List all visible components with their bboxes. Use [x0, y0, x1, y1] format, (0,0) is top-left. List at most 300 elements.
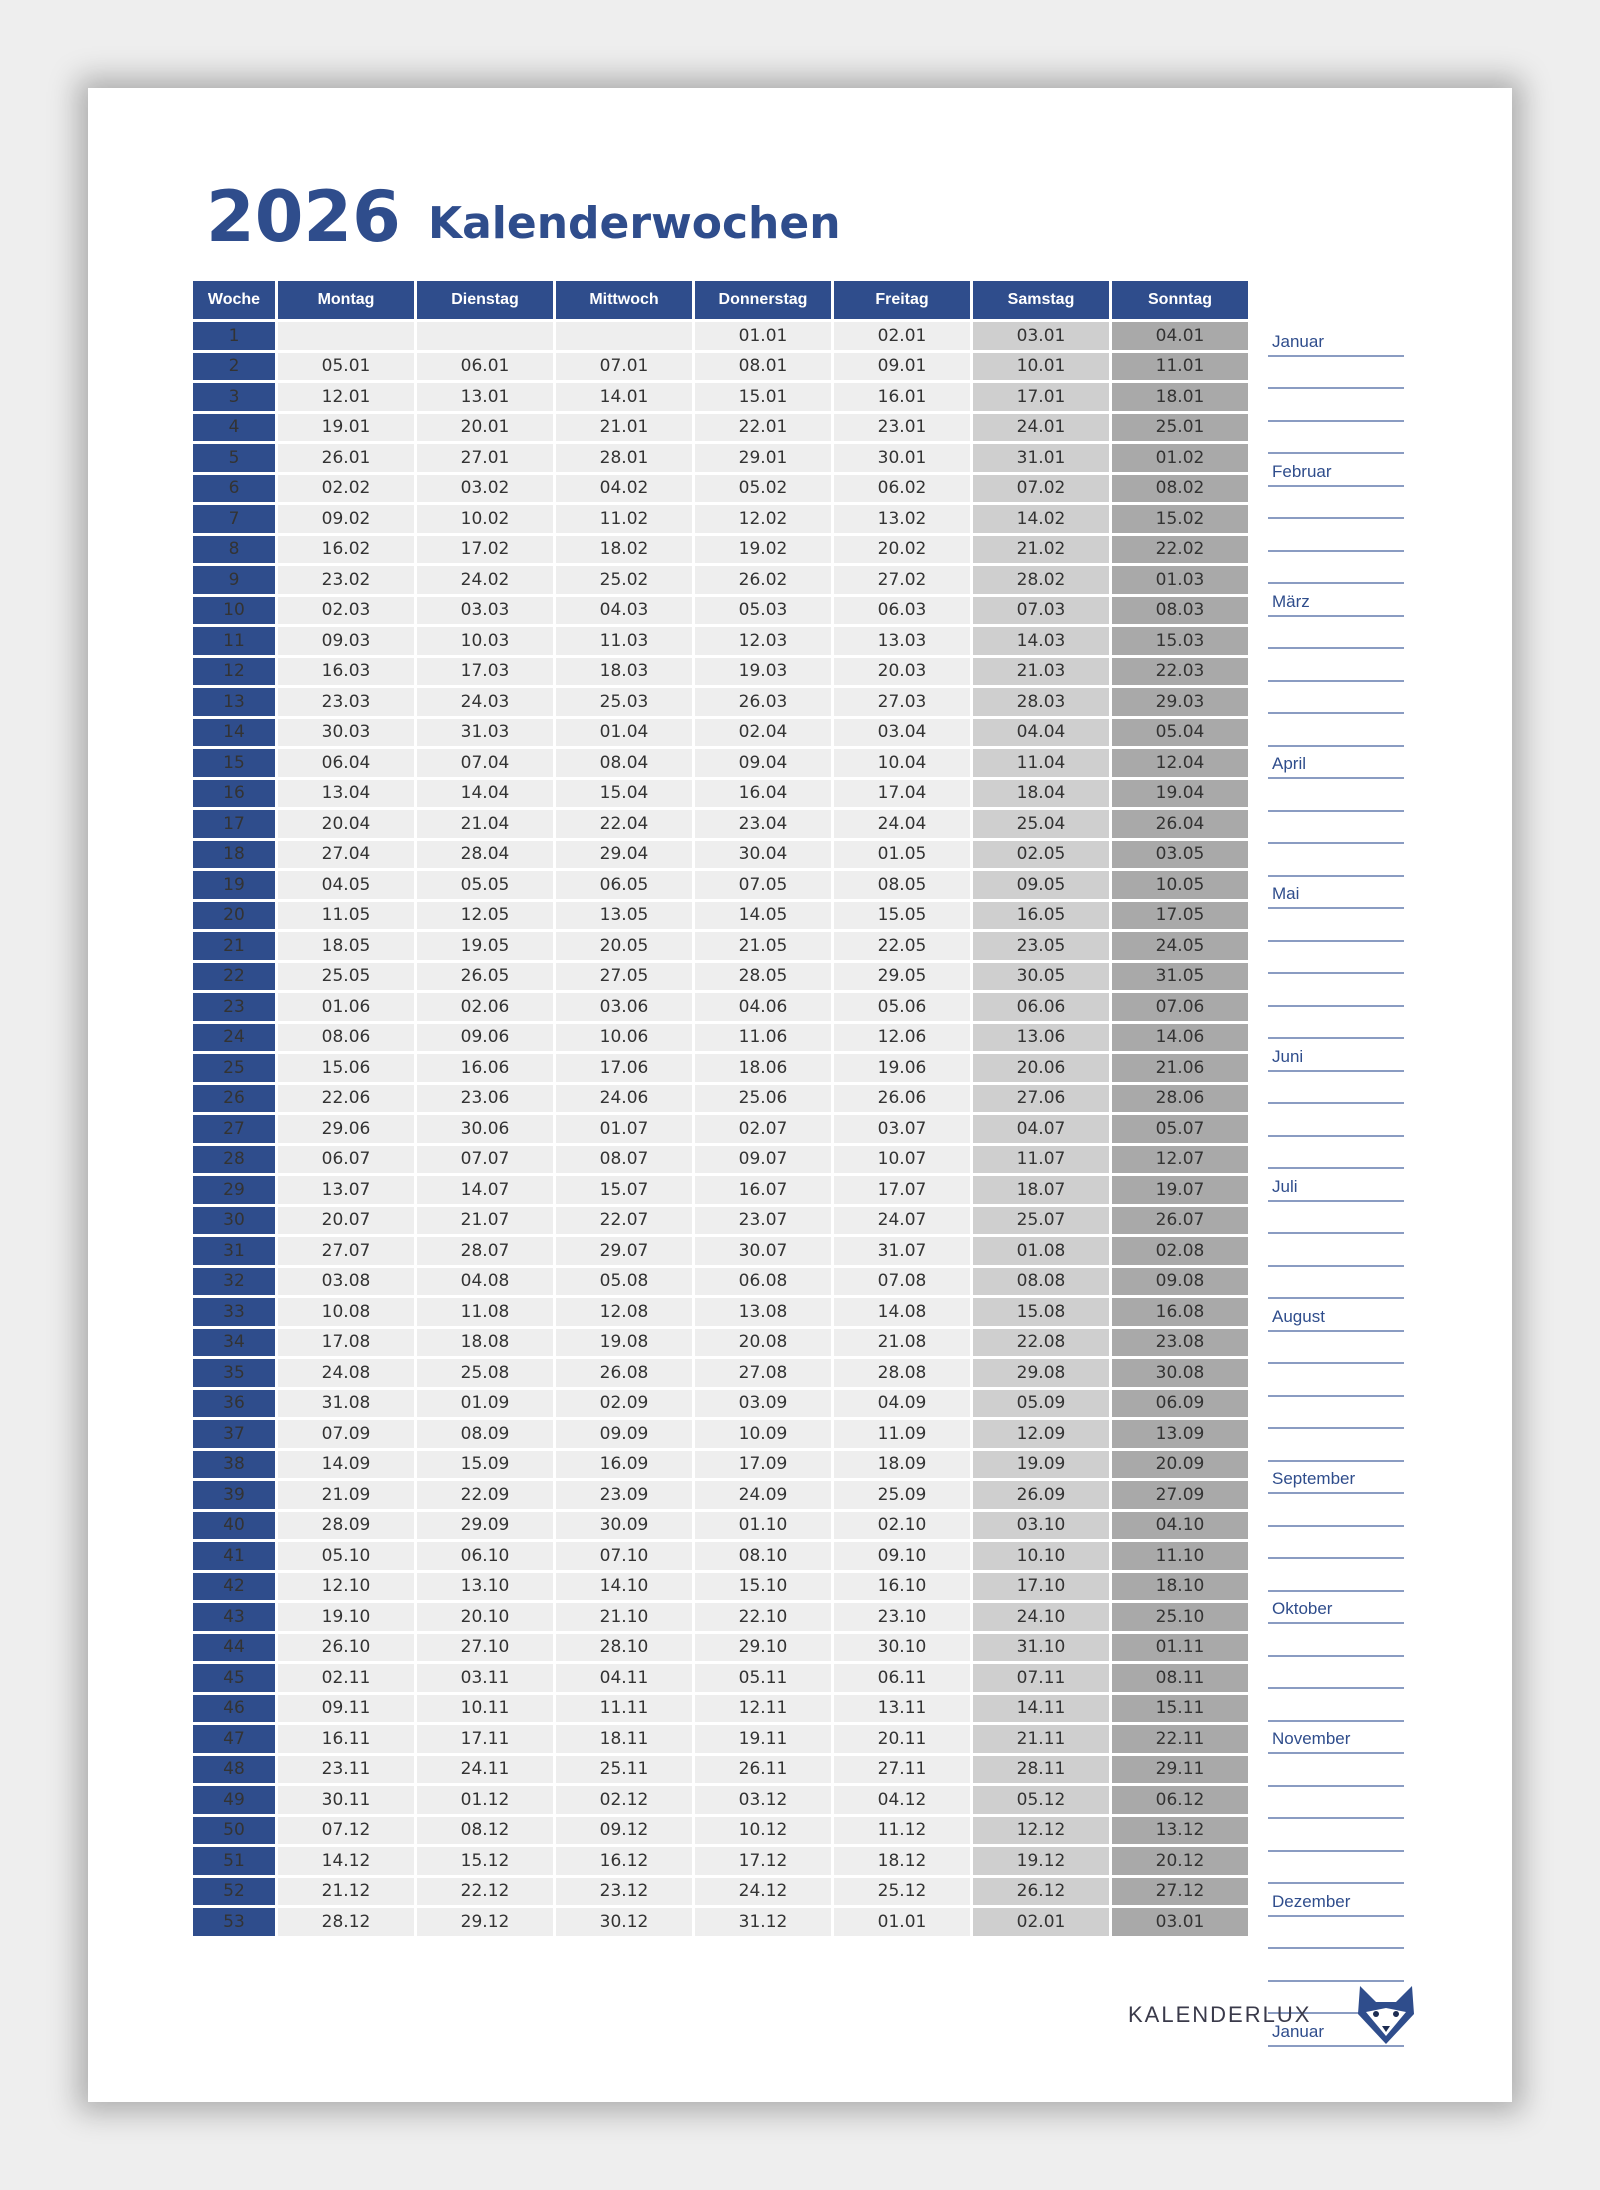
date-cell: 04.08: [417, 1268, 553, 1296]
week-number-cell: 15: [193, 749, 275, 777]
note-line: [1268, 1397, 1404, 1430]
date-cell: 30.11: [278, 1786, 414, 1814]
date-cell: 08.07: [556, 1146, 692, 1174]
date-cell: 21.10: [556, 1603, 692, 1631]
note-line: [1268, 779, 1404, 812]
date-cell: 13.04: [278, 780, 414, 808]
date-cell: 12.04: [1112, 749, 1248, 777]
table-row: [193, 1085, 1248, 1113]
table-row: [193, 1573, 1248, 1601]
date-cell: 26.03: [695, 688, 831, 716]
table-row: [193, 780, 1248, 808]
note-line: [1268, 1819, 1404, 1852]
week-number-cell: 48: [193, 1756, 275, 1784]
date-cell: 31.10: [973, 1634, 1109, 1662]
date-cell: 27.08: [695, 1359, 831, 1387]
date-cell: 01.05: [834, 841, 970, 869]
date-cell: 01.02: [1112, 444, 1248, 472]
date-cell: 20.08: [695, 1329, 831, 1357]
note-line: [1268, 1559, 1404, 1592]
date-cell: 07.06: [1112, 993, 1248, 1021]
table-row: [193, 1054, 1248, 1082]
date-cell: 10.11: [417, 1695, 553, 1723]
week-number-cell: 13: [193, 688, 275, 716]
date-cell: 13.07: [278, 1176, 414, 1204]
date-cell: 27.11: [834, 1756, 970, 1784]
date-cell: 19.09: [973, 1451, 1109, 1479]
date-cell: 10.08: [278, 1298, 414, 1326]
calendar-page: [88, 88, 1512, 2102]
table-row: [193, 1298, 1248, 1326]
date-cell: 10.02: [417, 505, 553, 533]
date-cell: 15.11: [1112, 1695, 1248, 1723]
date-cell: 17.04: [834, 780, 970, 808]
date-cell: [278, 322, 414, 350]
date-cell: 12.11: [695, 1695, 831, 1723]
date-cell: 30.05: [973, 963, 1109, 991]
date-cell: 13.06: [973, 1024, 1109, 1052]
date-cell: 09.03: [278, 627, 414, 655]
date-cell: 12.12: [973, 1817, 1109, 1845]
note-line: [1268, 812, 1404, 845]
note-line: [1268, 1364, 1404, 1397]
table-row: [193, 1390, 1248, 1418]
table-row: [193, 749, 1248, 777]
table-row: [193, 536, 1248, 564]
date-cell: 15.03: [1112, 627, 1248, 655]
date-cell: 28.01: [556, 444, 692, 472]
date-cell: 23.04: [695, 810, 831, 838]
date-cell: 29.11: [1112, 1756, 1248, 1784]
date-cell: 30.06: [417, 1115, 553, 1143]
date-cell: 23.09: [556, 1481, 692, 1509]
date-cell: 25.05: [278, 963, 414, 991]
date-cell: 04.10: [1112, 1512, 1248, 1540]
date-cell: 10.12: [695, 1817, 831, 1845]
week-number-cell: 32: [193, 1268, 275, 1296]
date-cell: 18.06: [695, 1054, 831, 1082]
date-cell: 19.10: [278, 1603, 414, 1631]
date-cell: 01.12: [417, 1786, 553, 1814]
week-number-cell: 28: [193, 1146, 275, 1174]
date-cell: 31.05: [1112, 963, 1248, 991]
date-cell: 14.07: [417, 1176, 553, 1204]
table-row: [193, 505, 1248, 533]
date-cell: 07.03: [973, 597, 1109, 625]
week-number-cell: 34: [193, 1329, 275, 1357]
date-cell: 26.09: [973, 1481, 1109, 1509]
date-cell: 11.09: [834, 1420, 970, 1448]
date-cell: 28.12: [278, 1908, 414, 1936]
date-cell: 13.10: [417, 1573, 553, 1601]
note-line: [1268, 1332, 1404, 1365]
note-line: [1268, 877, 1404, 910]
date-cell: 30.04: [695, 841, 831, 869]
date-cell: 18.02: [556, 536, 692, 564]
date-cell: 27.06: [973, 1085, 1109, 1113]
note-line: [1268, 552, 1404, 585]
date-cell: 28.11: [973, 1756, 1109, 1784]
date-cell: 21.12: [278, 1878, 414, 1906]
date-cell: 23.05: [973, 932, 1109, 960]
month-label: Februar: [1272, 461, 1332, 481]
column-header: Sonntag: [1112, 281, 1248, 319]
date-cell: 31.08: [278, 1390, 414, 1418]
date-cell: 06.06: [973, 993, 1109, 1021]
date-cell: 26.04: [1112, 810, 1248, 838]
date-cell: 01.07: [556, 1115, 692, 1143]
week-number-cell: 1: [193, 322, 275, 350]
date-cell: 14.11: [973, 1695, 1109, 1723]
week-number-cell: 12: [193, 658, 275, 686]
date-cell: 13.09: [1112, 1420, 1248, 1448]
date-cell: 15.06: [278, 1054, 414, 1082]
date-cell: 29.08: [973, 1359, 1109, 1387]
date-cell: 21.03: [973, 658, 1109, 686]
date-cell: 27.04: [278, 841, 414, 869]
date-cell: 21.01: [556, 414, 692, 442]
date-cell: 27.07: [278, 1237, 414, 1265]
date-cell: 13.12: [1112, 1817, 1248, 1845]
date-cell: 22.08: [973, 1329, 1109, 1357]
week-number-cell: 9: [193, 566, 275, 594]
date-cell: 17.12: [695, 1847, 831, 1875]
table-row: [193, 688, 1248, 716]
date-cell: 14.04: [417, 780, 553, 808]
date-cell: 26.06: [834, 1085, 970, 1113]
date-cell: 24.11: [417, 1756, 553, 1784]
date-cell: 08.01: [695, 353, 831, 381]
note-line: [1268, 1754, 1404, 1787]
note-line: [1268, 942, 1404, 975]
date-cell: 26.01: [278, 444, 414, 472]
week-number-cell: 30: [193, 1207, 275, 1235]
date-cell: 08.11: [1112, 1664, 1248, 1692]
month-notes-column: [1268, 324, 1404, 2047]
date-cell: 16.08: [1112, 1298, 1248, 1326]
week-number-cell: 45: [193, 1664, 275, 1692]
date-cell: 02.01: [973, 1908, 1109, 1936]
date-cell: 23.02: [278, 566, 414, 594]
table-row: [193, 1420, 1248, 1448]
date-cell: 01.01: [695, 322, 831, 350]
week-number-cell: 51: [193, 1847, 275, 1875]
month-label: März: [1272, 591, 1310, 611]
date-cell: 15.01: [695, 383, 831, 411]
date-cell: 14.09: [278, 1451, 414, 1479]
table-row: [193, 932, 1248, 960]
date-cell: 10.10: [973, 1542, 1109, 1570]
date-cell: 03.02: [417, 475, 553, 503]
date-cell: 17.08: [278, 1329, 414, 1357]
date-cell: 03.01: [973, 322, 1109, 350]
table-row: [193, 1237, 1248, 1265]
table-row: [193, 1451, 1248, 1479]
date-cell: 27.10: [417, 1634, 553, 1662]
week-number-cell: 20: [193, 902, 275, 930]
date-cell: 16.03: [278, 658, 414, 686]
note-line: [1268, 1917, 1404, 1950]
date-cell: 23.08: [1112, 1329, 1248, 1357]
month-label: August: [1272, 1306, 1325, 1326]
date-cell: 14.03: [973, 627, 1109, 655]
date-cell: 07.02: [973, 475, 1109, 503]
date-cell: 02.11: [278, 1664, 414, 1692]
date-cell: 12.05: [417, 902, 553, 930]
note-line: [1268, 649, 1404, 682]
table-row: [193, 810, 1248, 838]
date-cell: 24.10: [973, 1603, 1109, 1631]
date-cell: 13.08: [695, 1298, 831, 1326]
date-cell: 03.12: [695, 1786, 831, 1814]
date-cell: 29.10: [695, 1634, 831, 1662]
week-number-cell: 8: [193, 536, 275, 564]
week-number-cell: 10: [193, 597, 275, 625]
note-line: [1268, 1787, 1404, 1820]
date-cell: 14.02: [973, 505, 1109, 533]
date-cell: 25.02: [556, 566, 692, 594]
date-cell: 11.05: [278, 902, 414, 930]
date-cell: 23.07: [695, 1207, 831, 1235]
table-row: [193, 1512, 1248, 1540]
date-cell: 17.01: [973, 383, 1109, 411]
date-cell: 08.10: [695, 1542, 831, 1570]
week-number-cell: 50: [193, 1817, 275, 1845]
note-line: [1268, 357, 1404, 390]
date-cell: 03.03: [417, 597, 553, 625]
brand-logo: [1128, 1984, 1418, 2044]
note-line: [1268, 844, 1404, 877]
date-cell: 09.11: [278, 1695, 414, 1723]
date-cell: 24.09: [695, 1481, 831, 1509]
date-cell: 14.01: [556, 383, 692, 411]
note-line: [1268, 324, 1404, 357]
date-cell: 21.06: [1112, 1054, 1248, 1082]
note-line: [1268, 1104, 1404, 1137]
date-cell: 10.01: [973, 353, 1109, 381]
brand-name: KALENDERLUX: [1128, 2002, 1312, 2027]
date-cell: 07.12: [278, 1817, 414, 1845]
week-number-cell: 43: [193, 1603, 275, 1631]
date-cell: 11.10: [1112, 1542, 1248, 1570]
date-cell: 29.09: [417, 1512, 553, 1540]
date-cell: 12.07: [1112, 1146, 1248, 1174]
date-cell: 12.09: [973, 1420, 1109, 1448]
note-line: [1268, 519, 1404, 552]
date-cell: 06.04: [278, 749, 414, 777]
date-cell: 20.07: [278, 1207, 414, 1235]
date-cell: 05.11: [695, 1664, 831, 1692]
date-cell: 23.01: [834, 414, 970, 442]
date-cell: 31.07: [834, 1237, 970, 1265]
date-cell: 26.05: [417, 963, 553, 991]
date-cell: 06.10: [417, 1542, 553, 1570]
note-line: [1268, 1689, 1404, 1722]
date-cell: 12.08: [556, 1298, 692, 1326]
date-cell: 02.02: [278, 475, 414, 503]
table-row: [193, 658, 1248, 686]
table-row: [193, 475, 1248, 503]
date-cell: 14.06: [1112, 1024, 1248, 1052]
date-cell: 05.09: [973, 1390, 1109, 1418]
date-cell: 29.04: [556, 841, 692, 869]
date-cell: 06.02: [834, 475, 970, 503]
date-cell: 08.09: [417, 1420, 553, 1448]
note-line: [1268, 422, 1404, 455]
table-row: [193, 1176, 1248, 1204]
date-cell: 02.04: [695, 719, 831, 747]
week-number-cell: 42: [193, 1573, 275, 1601]
date-cell: 01.01: [834, 1908, 970, 1936]
date-cell: 11.02: [556, 505, 692, 533]
date-cell: 25.11: [556, 1756, 692, 1784]
note-line: [1268, 617, 1404, 650]
week-number-cell: 6: [193, 475, 275, 503]
table-row: [193, 1268, 1248, 1296]
date-cell: 26.08: [556, 1359, 692, 1387]
table-row: [193, 1756, 1248, 1784]
date-cell: 19.08: [556, 1329, 692, 1357]
month-label: Oktober: [1272, 1599, 1333, 1618]
week-number-cell: 23: [193, 993, 275, 1021]
date-cell: 30.12: [556, 1908, 692, 1936]
date-cell: 07.11: [973, 1664, 1109, 1692]
column-header: Mittwoch: [556, 281, 692, 319]
date-cell: 28.10: [556, 1634, 692, 1662]
date-cell: 16.09: [556, 1451, 692, 1479]
date-cell: 05.02: [695, 475, 831, 503]
date-cell: 01.08: [973, 1237, 1109, 1265]
date-cell: 13.02: [834, 505, 970, 533]
date-cell: 19.03: [695, 658, 831, 686]
month-label: April: [1272, 754, 1307, 773]
date-cell: 30.09: [556, 1512, 692, 1540]
column-header: Woche: [193, 281, 275, 319]
date-cell: 01.11: [1112, 1634, 1248, 1662]
column-header: Montag: [278, 281, 414, 319]
date-cell: 21.09: [278, 1481, 414, 1509]
date-cell: 21.11: [973, 1725, 1109, 1753]
note-line: [1268, 584, 1404, 617]
date-cell: 19.06: [834, 1054, 970, 1082]
table-header-row: [193, 281, 1248, 319]
table-row: [193, 353, 1248, 381]
note-line: [1268, 1722, 1404, 1755]
date-cell: 04.09: [834, 1390, 970, 1418]
note-line: [1268, 1429, 1404, 1462]
note-line: [1268, 1624, 1404, 1657]
date-cell: 17.11: [417, 1725, 553, 1753]
date-cell: 05.08: [556, 1268, 692, 1296]
date-cell: 13.03: [834, 627, 970, 655]
table-row: [193, 322, 1248, 350]
table-row: [193, 1542, 1248, 1570]
date-cell: 26.10: [278, 1634, 414, 1662]
date-cell: 15.05: [834, 902, 970, 930]
date-cell: 09.12: [556, 1817, 692, 1845]
date-cell: 16.07: [695, 1176, 831, 1204]
date-cell: 04.02: [556, 475, 692, 503]
table-row: [193, 414, 1248, 442]
date-cell: 15.07: [556, 1176, 692, 1204]
table-row: [193, 1115, 1248, 1143]
date-cell: 12.03: [695, 627, 831, 655]
date-cell: 17.05: [1112, 902, 1248, 930]
table-row: [193, 1359, 1248, 1387]
date-cell: 06.11: [834, 1664, 970, 1692]
date-cell: 03.06: [556, 993, 692, 1021]
date-cell: 12.01: [278, 383, 414, 411]
date-cell: 16.02: [278, 536, 414, 564]
date-cell: 02.12: [556, 1786, 692, 1814]
date-cell: 04.12: [834, 1786, 970, 1814]
note-line: [1268, 1072, 1404, 1105]
week-number-cell: 35: [193, 1359, 275, 1387]
date-cell: 12.02: [695, 505, 831, 533]
week-number-cell: 19: [193, 871, 275, 899]
date-cell: 20.11: [834, 1725, 970, 1753]
date-cell: 22.05: [834, 932, 970, 960]
table-row: [193, 1146, 1248, 1174]
date-cell: 22.07: [556, 1207, 692, 1235]
date-cell: 23.06: [417, 1085, 553, 1113]
date-cell: 19.04: [1112, 780, 1248, 808]
date-cell: 15.10: [695, 1573, 831, 1601]
date-cell: 20.12: [1112, 1847, 1248, 1875]
week-number-cell: 18: [193, 841, 275, 869]
date-cell: 02.06: [417, 993, 553, 1021]
date-cell: 25.01: [1112, 414, 1248, 442]
date-cell: 23.10: [834, 1603, 970, 1631]
date-cell: 17.07: [834, 1176, 970, 1204]
date-cell: 05.03: [695, 597, 831, 625]
week-number-cell: 36: [193, 1390, 275, 1418]
table-row: [193, 627, 1248, 655]
note-line: [1268, 389, 1404, 422]
table-row: [193, 1634, 1248, 1662]
date-cell: 18.08: [417, 1329, 553, 1357]
week-number-cell: 40: [193, 1512, 275, 1540]
date-cell: 24.08: [278, 1359, 414, 1387]
month-label: Januar: [1272, 2021, 1324, 2041]
date-cell: 07.08: [834, 1268, 970, 1296]
date-cell: 07.09: [278, 1420, 414, 1448]
date-cell: 31.01: [973, 444, 1109, 472]
date-cell: 22.10: [695, 1603, 831, 1631]
table-row: [193, 1847, 1248, 1875]
table-row: [193, 963, 1248, 991]
week-number-cell: 41: [193, 1542, 275, 1570]
date-cell: 01.04: [556, 719, 692, 747]
date-cell: 29.03: [1112, 688, 1248, 716]
date-cell: 03.07: [834, 1115, 970, 1143]
table-row: [193, 1695, 1248, 1723]
note-line: [1268, 1657, 1404, 1690]
week-number-cell: 29: [193, 1176, 275, 1204]
date-cell: 05.06: [834, 993, 970, 1021]
date-cell: 29.06: [278, 1115, 414, 1143]
date-cell: 05.10: [278, 1542, 414, 1570]
week-number-cell: 33: [193, 1298, 275, 1326]
date-cell: 21.07: [417, 1207, 553, 1235]
date-cell: 26.11: [695, 1756, 831, 1784]
date-cell: 26.12: [973, 1878, 1109, 1906]
date-cell: 09.07: [695, 1146, 831, 1174]
date-cell: 04.04: [973, 719, 1109, 747]
date-cell: 19.11: [695, 1725, 831, 1753]
date-cell: 03.10: [973, 1512, 1109, 1540]
table-row: [193, 566, 1248, 594]
